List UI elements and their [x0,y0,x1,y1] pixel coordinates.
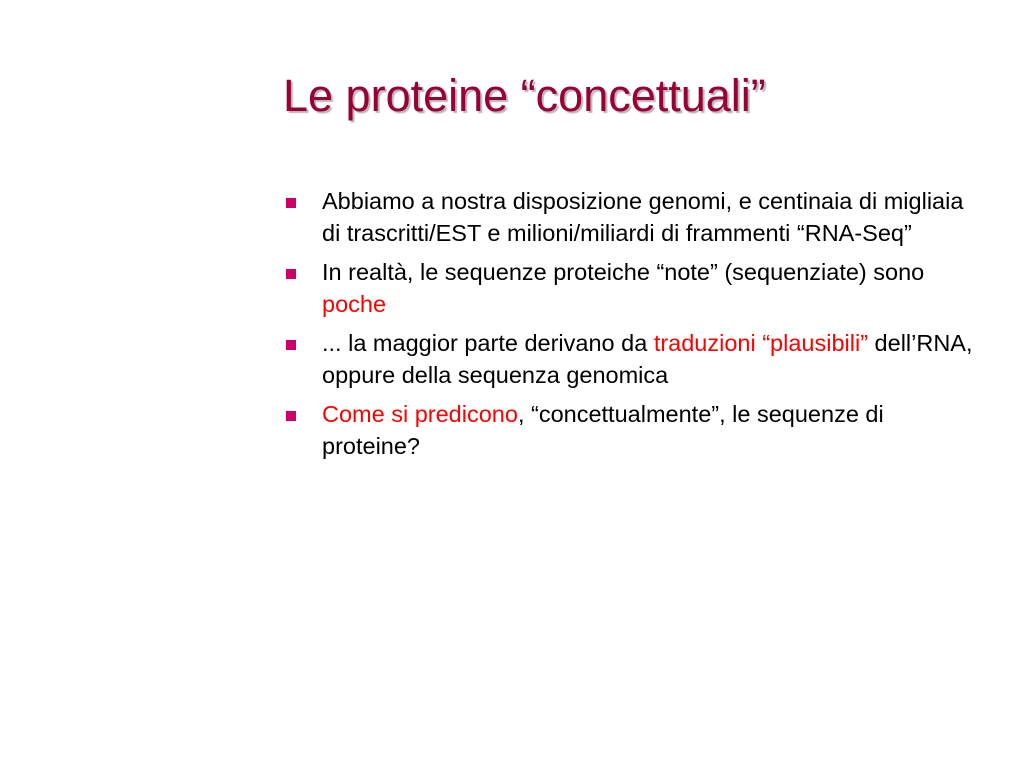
highlighted-text: poche [322,291,387,317]
square-bullet-icon [286,198,296,208]
square-bullet-icon [286,340,296,350]
bullet-text: dell’RNA, oppure della sequenza genomica [322,330,973,388]
bullet-text: Abbiamo a nostra disposizione genomi, e centinaia di migliaia di trascritti/EST e milioni/miliardi di frammenti “RNA-Seq” [322,188,964,246]
bullet-text: In realtà, le sequenze proteiche “note” (sequenziate) sono [322,259,925,285]
highlighted-text: traduzioni “plausibili” [653,330,869,356]
bullet-text: ... la maggior parte derivano da [322,330,654,356]
square-bullet-icon [286,269,296,279]
highlighted-text: Come si predicono [322,401,518,427]
bullet-item [284,256,984,320]
bullet-item [284,185,984,249]
slide-title: Le proteine “concettuali” [283,70,766,121]
bullet-list [284,185,984,469]
bullet-item [284,327,984,391]
square-bullet-icon [286,411,296,421]
bullet-text: , “concettualmente”, le sequenze di proteine? [322,401,884,459]
bullet-item [284,398,984,462]
